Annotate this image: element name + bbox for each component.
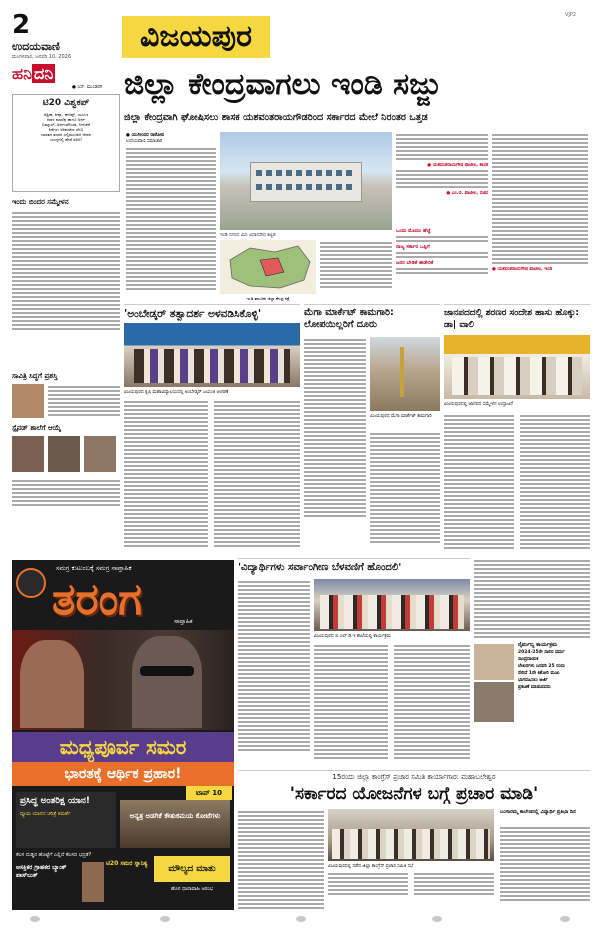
ad-tagline: ಸಮಗ್ರ ಕುಟುಂಬಕ್ಕೆ ಸಮಗ್ರ ಸಾಪ್ತಾಹಿಕ: [56, 564, 132, 572]
quote-box: [396, 132, 488, 226]
notice-line: ಸೇರಿದೆ 1ನೇ ಕಿಶೋರಿ ಮುಖ: [518, 671, 560, 676]
ad-lower-text: ಹೊಸ ಧಾರಾವಾಹಿ ಆರಂಭ: [170, 886, 214, 892]
story-body: [12, 210, 120, 332]
t20-line: ಕಿದೆಗಳು ಅಕಿಪಡಕಿಣ ಚೆಂಬಿ: [48, 127, 84, 132]
story-body: [12, 478, 120, 508]
story-body: [314, 643, 388, 761]
story-headline: 'ಅಂಬೇಡ್ಕರ್ ತತ್ವಾದರ್ಶ ಅಳವಡಿಸಿಕೊಳ್ಳಿ': [124, 308, 262, 320]
people-row: [320, 595, 464, 629]
portrait-face: [20, 640, 84, 728]
story-headline: ಮೆಗಾ ಮಾರ್ಕೆಟ್ ಕಾಮಗಾರಿ: ಲೋಪಯಿಲ್ಲರಿಗೆ ದೂರು: [304, 307, 394, 330]
photo-caption: ವಿಜಯಪುರದಲ್ಲಿ ನಡೆದ ಜಿಲ್ಲಾ ಕಾಂಗ್ರೆಸ್ ಪ್ರಚಾರ ಸಮಿತಿ ಸಭೆ: [328, 864, 414, 869]
story-headline: 'ಸರ್ಕಾರದ ಯೋಜನೆಗಳ ಬಗ್ಗೆ ಪ್ರಚಾರ ಮಾಡಿ': [289, 784, 539, 804]
date-line: ಮಂಗಳವಾರ, ಜನವರಿ 10, 2026: [12, 54, 72, 60]
building-windows: [256, 170, 356, 176]
t20-line: ಯುದ್ಧದಲ್ಲಿ ಹೇಡೆ ವರಿಚಿ!: [49, 137, 83, 142]
ad-lower-text: ಆಸಕ್ತಿಕರ ಗ್ರಾಹಕರ ಬ್ಯಾಂಕ್ ಪಾಸ್‌ಬುಕ್: [16, 864, 67, 879]
portrait-photo: [12, 436, 44, 472]
photo-caption: ವಿಜಯಪುರದಲ್ಲಿ ಜಾನಪದ ಸಮ್ಮೇಳನ ಉದ್ಘಾಟನೆ: [444, 402, 513, 407]
notice-line: 2024-25ನೇ ಸಾಲಿನ ಧರ್ಮ: [518, 650, 565, 655]
t20-line: ಭಾರತದ ತಂಡದ ಎಲ್ಲಿಮುಂಡದ ಜೀವನ: [40, 132, 91, 137]
building-photo: [220, 132, 392, 230]
ad-thumb: [82, 862, 104, 902]
registration-mark: [560, 916, 570, 922]
portrait-photo: [12, 384, 44, 418]
map-graphic: [220, 240, 316, 294]
left-column: [12, 64, 120, 554]
hani-byline: ● ಎಸ್. ಮುಂಡರಗಿ: [72, 85, 103, 90]
event-photo: [314, 579, 470, 631]
ad-badge: ಟಾಪ್ 10: [186, 786, 232, 800]
story-body: [500, 825, 590, 903]
story-body: [370, 431, 440, 545]
notice-photo: [474, 644, 514, 680]
registration-mark: [296, 916, 306, 922]
story-body: [304, 337, 366, 519]
lead-body: [126, 146, 216, 292]
lead-byline: ● ಯುಗೀಂದರ ರಾಠೋಡ: [126, 133, 164, 138]
story-headline: 'ವಿದ್ಯಾರ್ಥಿಗಳು ಸರ್ವಾಂಗೀಣ ಬೆಳವಣಿಗೆ ಹೊಂದಲಿ': [238, 562, 402, 573]
ad-photo: [120, 800, 230, 848]
ad-portrait: [12, 630, 234, 730]
ad-banner: ಮಧ್ಯಪೂರ್ವ ಸಮರ: [12, 732, 234, 762]
quote-attribution: ● ಯಶವಂತರಾಯಗೌಡ ಪಾಟೀಲ, ಇಂಡಿ: [492, 267, 553, 272]
story-body: [48, 384, 120, 418]
small-headline: ಬಂಗಾರಮ್ಮ ಕಾಲೇಜಿನಲ್ಲಿ ವಿದ್ಯಾರ್ಥಿ ಪ್ರತಿಭಾ ದಿನ: [500, 809, 576, 815]
crane-shape: [400, 347, 404, 397]
notice-photo: [474, 682, 514, 722]
notice-line: ಸಾಂಪ್ರದಾಯಿಕ: [518, 657, 539, 662]
ad-lower-text: ಅನ್ಯತ್ರ ಅಡಗಿಕೆ ಕೌತುಕಮಯ ಕೋಟೆಗಳು: [129, 812, 221, 820]
masthead: [0, 0, 600, 62]
bullet-item: ಜನರ ಬೇಡಿಕೆ ಈಡೇರಿಕೆ: [396, 260, 434, 266]
row2-story-b: [304, 304, 440, 554]
paper-name: ಉದಯವಾಣಿ: [12, 40, 60, 53]
edition-name: ವಿಜಯಪುರ: [122, 16, 270, 58]
row2-story-a: [124, 304, 300, 554]
ad-lower-text: ಟಿ20 ಸಮರ ಸ್ನಾನಿಕ್ಯ: [106, 860, 148, 867]
district-map: [220, 240, 316, 294]
story-body: [238, 809, 324, 911]
notice-line: ಭಾಗವಹಿಸಲು ಅರ್ಜಿ: [518, 678, 548, 683]
story-headline: ಸಾವಿತ್ರಿ ಸಿದ್ಧಗೆ ಪ್ರಶಸ್ತಿ: [12, 372, 58, 380]
ad-brand-sub: ಸಾಪ್ತಾಹಿಕ: [174, 618, 193, 625]
story-body: [328, 871, 408, 897]
ad-left-logo: [16, 568, 46, 598]
lead-deck: ಜಿಲ್ಲಾ ಕೇಂದ್ರವಾಗಿ ಘೋಷಿಸಲು ಶಾಸಕ ಯಶವಂತರಾಯಗೌಡರಿಂದ ಸರ್ಕಾರದ ಮೇಲೆ ನಿರಂತರ ಒತ್ತಡ: [124, 112, 428, 123]
story-headline: ಸ್ಪೈನಡ್ ಶಾಲೆಗೆ ಆಯ್ಕೆ: [12, 424, 62, 432]
bullet-list: [396, 228, 488, 276]
ad-side-sub: ವ್ಯೂಮ ಯಾನದ ಚರಿತ್ರೆ ಕಿಮರ್ಶೆ: [20, 811, 71, 817]
bullet-item: ಒಂದು ಮೊದಲ ಹೆಜ್ಜೆ: [396, 228, 431, 234]
story-body: [444, 413, 514, 551]
quote-attribution: ● ಎಂ.ಬಿ. ಪಾಟೀಲ, ಸಚಿವ: [446, 191, 488, 196]
ad-lower-text: ಮೌಲ್ಯದ ಮಾತು: [154, 856, 230, 882]
story-kicker: 15ರಂದು ಜಿಲ್ಲಾ ಕಾಂಗ್ರೆಸ್ ಪ್ರಚಾರ ಸಮಿತಿ ಕಾರ್ಯಾಗಾರ: ಮಹಾಬಲೇಶ್ವರ: [332, 773, 496, 781]
print-marks: [0, 912, 600, 928]
row3-story: [238, 558, 470, 768]
lead-body: [492, 132, 588, 272]
event-photo: [124, 323, 300, 387]
ad-side-panel: [16, 792, 116, 848]
building-shape: [250, 162, 362, 202]
story-body: [474, 558, 590, 640]
ad-sub-banner: ಭಾರತಕ್ಕೆ ಆರ್ಥಿಕ ಪ್ರಹಾರ!: [12, 762, 234, 786]
row4-story: [238, 770, 590, 910]
quote-attribution: ● ಯಶವಂತರಾಯಗೌಡ ಪಾಟೀಲ, ಶಾಸಕ: [427, 163, 488, 168]
notice-title: ನೈರ್ಮಲ್ಯ ಕಾರ್ಯಕ್ರಮ: [518, 642, 558, 648]
t20-title: ಟಿ20 ವಿಶ್ವಕಪ್: [42, 98, 90, 108]
notice-box: [518, 642, 590, 710]
map-caption: ಇಂಡಿ ತಾಲೂಕು ಜಿಲ್ಲಾ ಕೇಂದ್ರ ನಕ್ಷೆ: [246, 296, 290, 301]
lead-story: [124, 62, 590, 302]
ad-side-text: ಪ್ರಸಿದ್ಧ ಅಂತರಿಕ್ಷ ಯಾನ!: [20, 796, 90, 806]
row3-right: [474, 558, 590, 768]
lead-body: [320, 240, 392, 290]
story-body: [520, 413, 590, 551]
t20-box: [12, 94, 120, 192]
people-row: [452, 357, 582, 395]
story-headline: ಇಂದು ಬಿಂದರ ಸಮ್ಮೇಳನ: [12, 198, 69, 206]
story-body: [238, 579, 310, 753]
page-number: 2: [12, 10, 31, 40]
building-windows: [256, 184, 356, 190]
notice-line: ಪ್ರಕಟಣೆ ಮಾಡುವವರು: [518, 685, 551, 690]
story-headline: ಜಾನಪದದಲ್ಲಿ ಶರಣರ ಸಂದೇಶ ಹಾಸು ಹೊಕ್ಕು: ಡಾ| ವಾಲಿ: [444, 308, 580, 330]
portrait-face: [132, 636, 202, 728]
story-body: [214, 399, 300, 549]
meeting-photo: [328, 809, 494, 861]
brand-hani-b: ದನಿ: [33, 64, 54, 83]
portrait-photo: [48, 436, 80, 472]
story-body: [394, 643, 470, 761]
t20-line: ಕಿರಾಳ ಮಾಣಿಕ್ಯ ಹಾಗೂ ಅರ್ಥ: [47, 117, 85, 122]
story-body: [124, 399, 208, 549]
bullet-item: ರಾಜ್ಯ ಸರ್ಕಾರ ಒಪ್ಪಿಗೆ: [396, 244, 430, 250]
lead-byline-sub: ಉದಯವಾಣಿ ಸಮಾಚಾರ: [126, 139, 163, 144]
photo-caption: ವಿಜಯಪುರದ ಬಿ.ಎಲ್.ಡಿ.ಇ ಶಾಲೆಯಲ್ಲಿ ಕಾರ್ಯಕ್ರಮ: [314, 634, 391, 639]
taranga-ad[interactable]: [12, 560, 234, 910]
people-row: [134, 349, 290, 383]
photo-caption: ಇಂಡಿ ನಗರದ ಮಿನಿ ವಿಧಾನಸೌಧ ಕಟ್ಟಡ: [220, 233, 276, 238]
brand-hani: [12, 64, 55, 84]
page-code: VJP2: [565, 12, 577, 18]
t20-line: ಬಿಮ್ಮಾಲ್, ಅರ್ಥಂಟೆನಿಯಾ, ನೀನುಕನೆ: [41, 122, 91, 127]
row2-story-c: [444, 304, 590, 554]
registration-mark: [160, 916, 170, 922]
event-photo: [444, 335, 590, 399]
story-body: [414, 871, 494, 897]
people-row: [332, 829, 490, 859]
t20-line: ಆಫ್ರಿಕಾ, ಕೀನ್ಯಾ, ಈಜಿಪ್ಟ್, ಯುಎಇ: [43, 112, 89, 117]
lead-headline: ಜಿಲ್ಲಾ ಕೇಂದ್ರವಾಗಲು ಇಂಡಿ ಸಜ್ಜು: [124, 67, 441, 102]
brand-hani-a: ಹನಿ: [12, 64, 32, 83]
construction-photo: [370, 337, 440, 411]
notice-line: ಲೇಖನಗಳು ಜನವರಿ 25 ರಂದು: [518, 664, 565, 669]
ad-lower-text: ಕೆಲಸ ದುಡ್ಡಿನ ಹೊಟ್ಟೆಗೆ ಎಲ್ಲಿದೆ ಕೆಲಸದ ಭದ್ರತೆ?: [16, 852, 92, 858]
photo-caption: ವಿಜಯಪುರದ ಕೃಷಿ ಮಹಾವಿದ್ಯಾಲಯದಲ್ಲಿ ಅಂಬೇಡ್ಕರ್ ಜಯಂತಿ ಆಚರಣೆ: [124, 390, 229, 395]
photo-caption: ವಿಜಯಪುರದ ಮೆಗಾ ಮಾರ್ಕೆಟ್ ಕಾಮಗಾರಿ: [370, 414, 432, 419]
portrait-glasses: [140, 666, 194, 676]
ad-brand: ತರಂಗ: [52, 574, 142, 625]
portrait-photo: [84, 436, 116, 472]
registration-mark: [30, 916, 40, 922]
registration-mark: [432, 916, 442, 922]
